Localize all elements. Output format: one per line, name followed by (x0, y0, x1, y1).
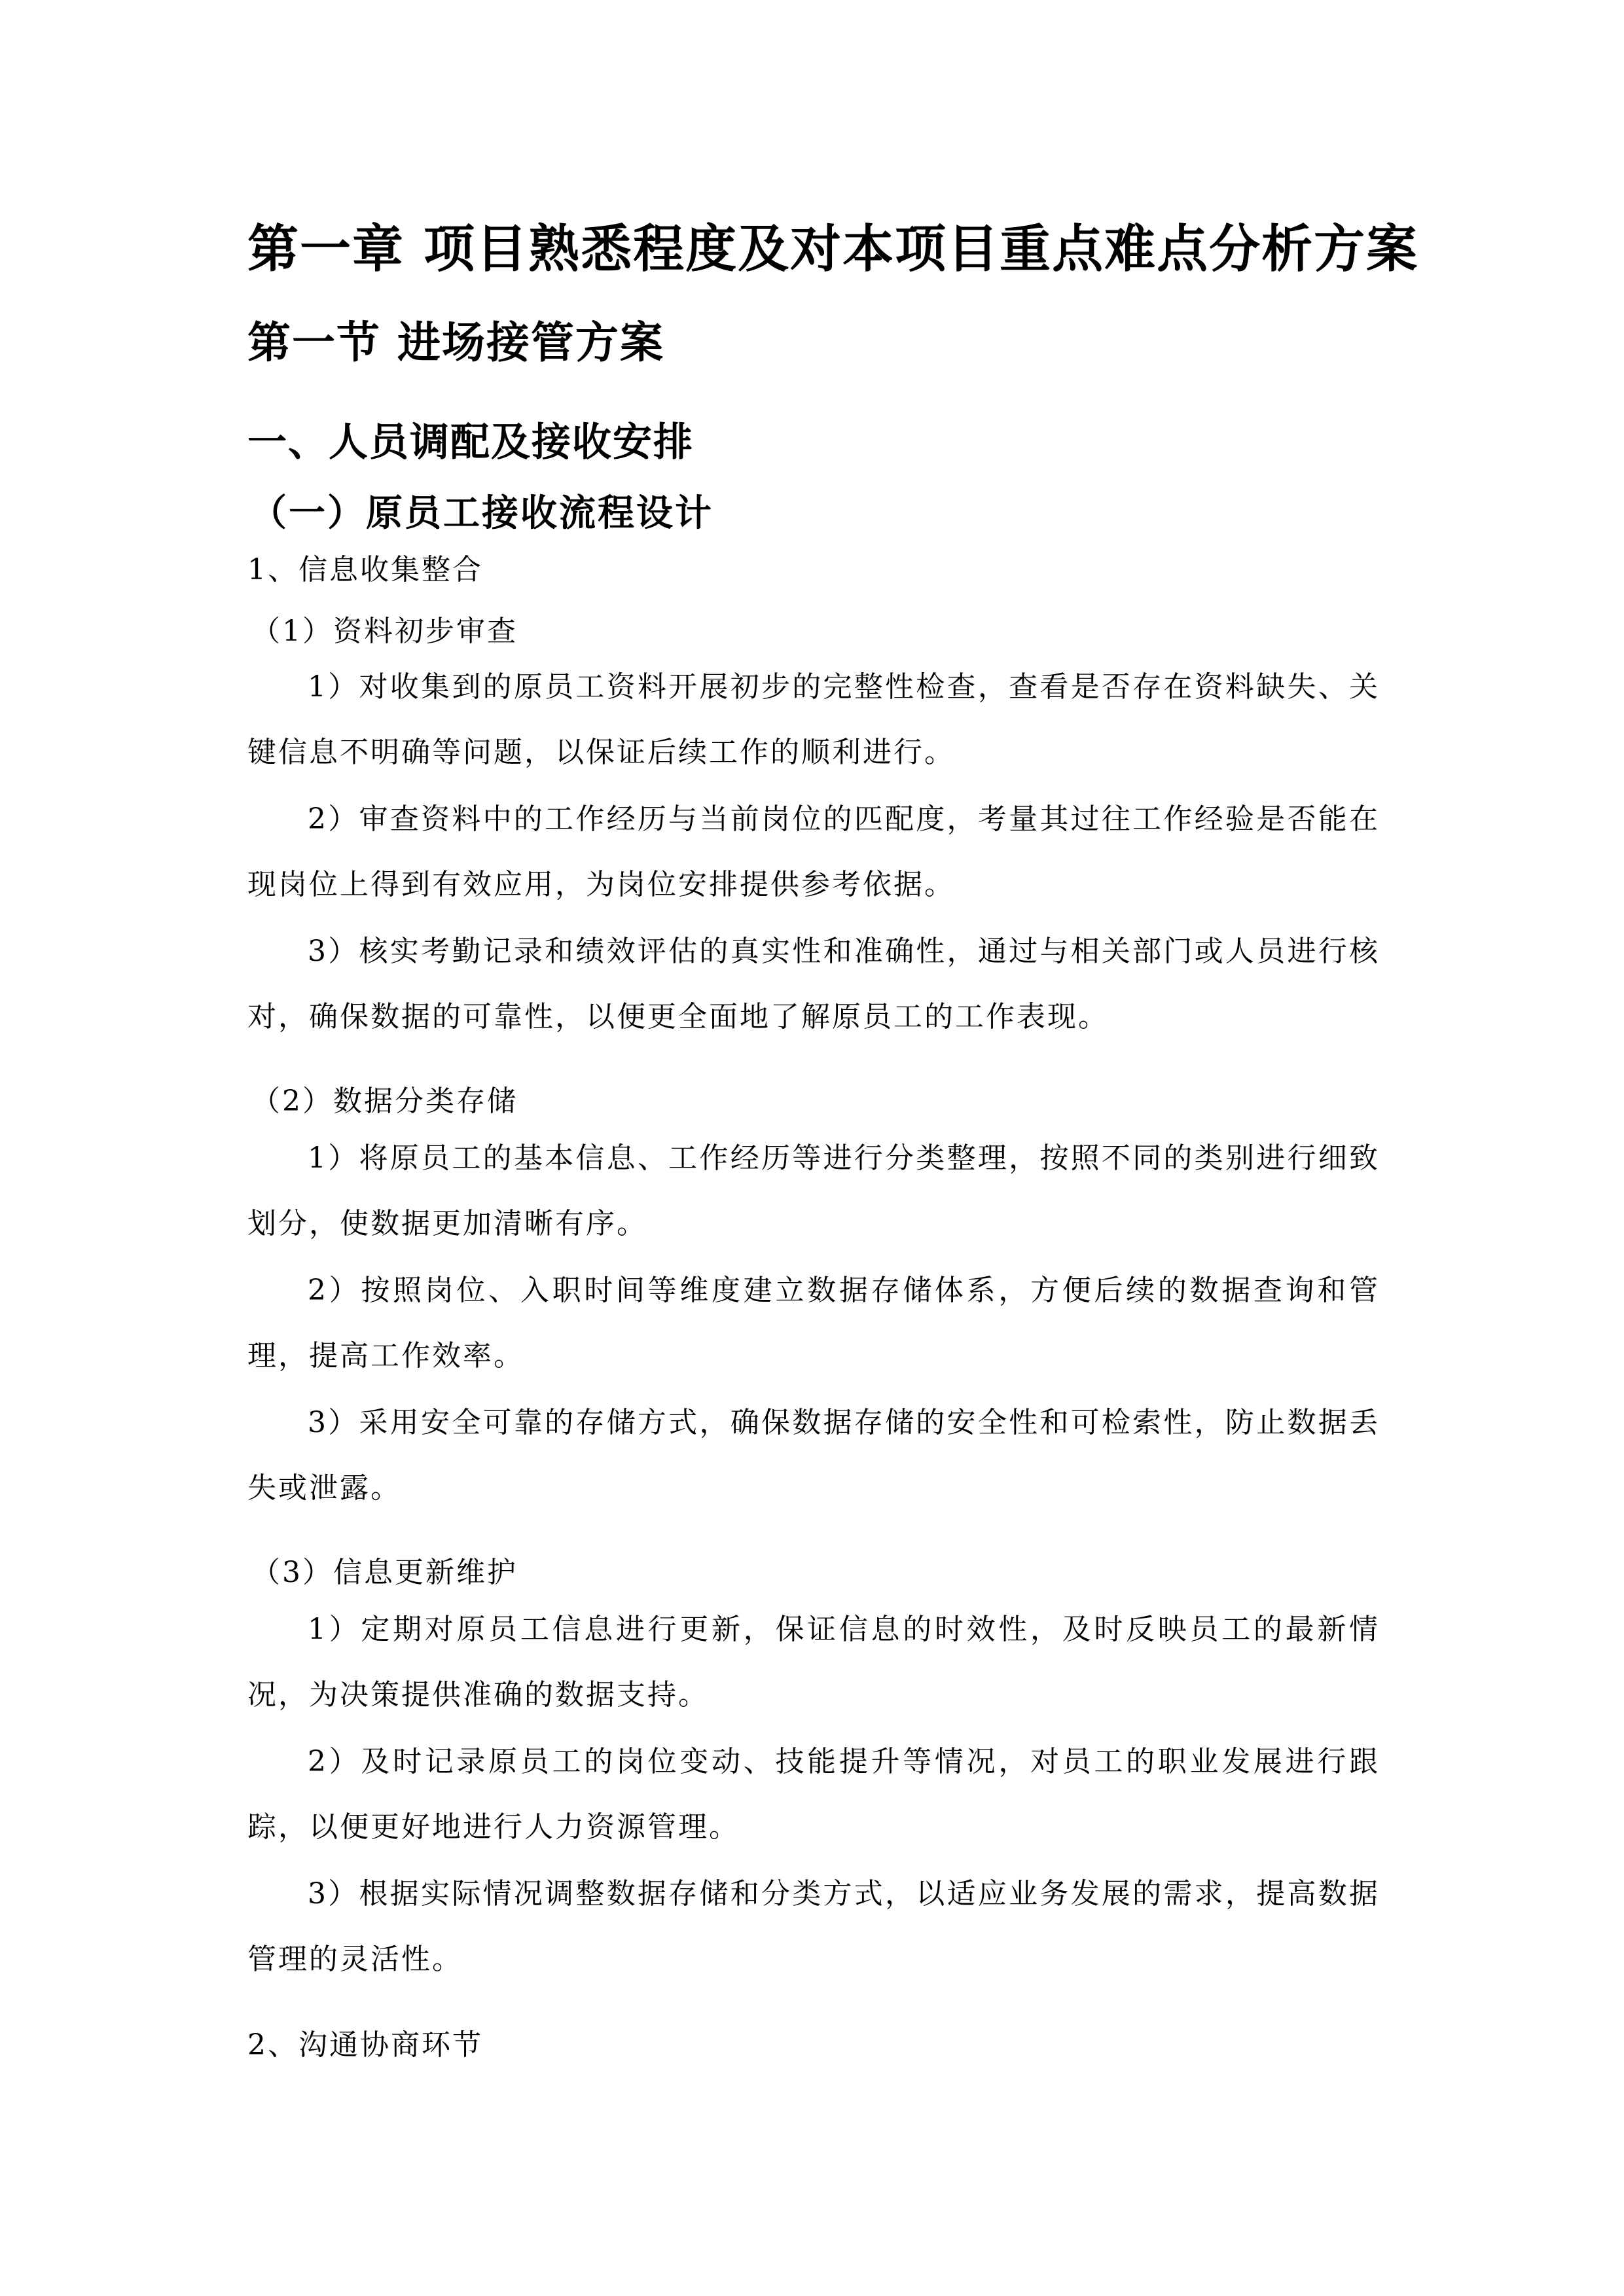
sub-1-paragraph-3: 3）核实考勤记录和绩效评估的真实性和准确性，通过与相关部门或人员进行核对，确保数据的可靠性，以便更全面地了解原员工的工作表现。 (247, 935, 1380, 1033)
sub-3-paragraph-1: 1）定期对原员工信息进行更新，保证信息的时效性，及时反映员工的最新情况，为决策提供准确的数据支持。 (247, 1613, 1380, 1712)
item-2-heading: 2、沟通协商环节 (247, 2028, 483, 2062)
sub-1-paragraph-2: 2）审查资料中的工作经历与当前岗位的匹配度，考量其过往工作经验是否能在现岗位上得到有效应用，为岗位安排提供参考依据。 (247, 802, 1380, 901)
chapter-title: 第一章 项目熟悉程度及对本项目重点难点分析方案 (247, 220, 1419, 279)
sub-2-paragraph-3: 3）采用安全可靠的存储方式，确保数据存储的安全性和可检索性，防止数据丢失或泄露。 (247, 1406, 1380, 1505)
sub-2-paragraph-1: 1）将原员工的基本信息、工作经历等进行分类整理，按照不同的类别进行细致划分，使数据更加清晰有序。 (247, 1141, 1380, 1240)
sub-3-paragraph-3: 3）根据实际情况调整数据存储和分类方式，以适应业务发展的需求，提高数据管理的灵活性。 (247, 1877, 1380, 1976)
heading-1: 一、人员调配及接收安排 (247, 420, 694, 465)
section-title: 第一节 进场接管方案 (247, 317, 664, 368)
heading-2: （一）原员工接收流程设计 (250, 492, 713, 535)
sub-1-title: （1）资料初步审查 (251, 615, 518, 648)
sub-2-paragraph-2: 2）按照岗位、入职时间等维度建立数据存储体系，方便后续的数据查询和管理，提高工作效率。 (247, 1274, 1380, 1372)
sub-1-paragraph-1: 1）对收集到的原员工资料开展初步的完整性检查，查看是否存在资料缺失、关键信息不明确等问题，以保证后续工作的顺利进行。 (247, 670, 1380, 769)
sub-3-paragraph-2: 2）及时记录原员工的岗位变动、技能提升等情况，对员工的职业发展进行跟踪，以便更好地进行人力资源管理。 (247, 1745, 1380, 1844)
sub-3-title: （3）信息更新维护 (251, 1556, 518, 1589)
item-1-heading: 1、信息收集整合 (247, 553, 483, 586)
sub-2-title: （2）数据分类存储 (251, 1085, 518, 1118)
